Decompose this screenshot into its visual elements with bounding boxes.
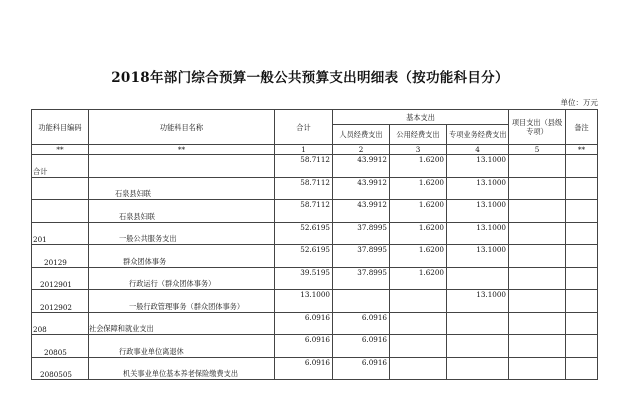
table-row	[32, 290, 598, 313]
name-cell: 社会保障和就业支出	[89, 312, 275, 335]
index-cell: 5	[509, 145, 566, 155]
special-cell: 13.1000	[447, 200, 509, 223]
project-cell	[509, 222, 566, 245]
project-cell	[509, 245, 566, 268]
special-cell: 13.1000	[447, 222, 509, 245]
table-row	[32, 335, 598, 358]
total-cell: 58.7112	[275, 155, 333, 178]
note-cell	[566, 290, 598, 313]
project-cell	[509, 312, 566, 335]
name-cell: 石泉县妇联	[89, 200, 275, 223]
header-project: 项目支出（县级专项）	[509, 110, 566, 145]
total-cell: 58.7112	[275, 200, 333, 223]
index-cell: **	[32, 145, 89, 155]
note-cell	[566, 357, 598, 380]
public-cell	[390, 290, 447, 313]
public-cell	[390, 312, 447, 335]
public-cell: 1.6200	[390, 222, 447, 245]
total-cell: 39.5195	[275, 267, 333, 290]
index-cell: 2	[333, 145, 390, 155]
total-cell: 6.0916	[275, 357, 333, 380]
total-cell: 13.1000	[275, 290, 333, 313]
project-cell	[509, 267, 566, 290]
name-cell: 群众团体事务	[89, 245, 275, 268]
name-cell: 石泉县妇联	[89, 177, 275, 200]
personnel-cell: 43.9912	[333, 155, 390, 178]
note-cell	[566, 335, 598, 358]
project-cell	[509, 357, 566, 380]
personnel-cell: 37.8995	[333, 267, 390, 290]
header-note: 备注	[566, 110, 598, 145]
code-cell: 20129	[32, 245, 89, 268]
page-title: 2018年部门综合预算一般公共预算支出明细表（按功能科目分）	[111, 70, 509, 86]
index-cell: 3	[390, 145, 447, 155]
code-cell	[32, 177, 89, 200]
table-row	[32, 245, 598, 268]
public-cell: 1.6200	[390, 155, 447, 178]
header-name: 功能科目名称	[89, 110, 275, 145]
index-cell: **	[89, 145, 275, 155]
index-cell: 1	[275, 145, 333, 155]
project-cell	[509, 155, 566, 178]
public-cell	[390, 335, 447, 358]
total-cell: 6.0916	[275, 312, 333, 335]
project-cell	[509, 177, 566, 200]
index-cell: 4	[447, 145, 509, 155]
code-cell: 208	[32, 312, 89, 335]
name-cell: 一般公共服务支出	[89, 222, 275, 245]
special-cell: 13.1000	[447, 245, 509, 268]
code-cell: 2012902	[32, 290, 89, 313]
special-cell	[447, 312, 509, 335]
total-cell: 58.7112	[275, 177, 333, 200]
code-cell: 2080505	[32, 357, 89, 380]
note-cell	[566, 155, 598, 178]
header-code: 功能科目编码	[32, 110, 89, 145]
public-cell	[390, 357, 447, 380]
name-cell: 行政运行（群众团体事务）	[89, 267, 275, 290]
public-cell: 1.6200	[390, 177, 447, 200]
table-row	[32, 177, 598, 200]
project-cell	[509, 335, 566, 358]
table-row	[32, 200, 598, 223]
note-cell	[566, 267, 598, 290]
table-body	[32, 145, 598, 380]
code-cell: 201	[32, 222, 89, 245]
special-cell: 13.1000	[447, 290, 509, 313]
public-cell: 1.6200	[390, 245, 447, 268]
header-total: 合计	[275, 110, 333, 145]
index-row	[32, 145, 598, 155]
header-personnel: 人员经费支出	[333, 125, 390, 145]
public-cell: 1.6200	[390, 200, 447, 223]
note-cell	[566, 245, 598, 268]
total-cell: 6.0916	[275, 335, 333, 358]
header-public: 公用经费支出	[390, 125, 447, 145]
personnel-cell: 37.8995	[333, 245, 390, 268]
note-cell	[566, 177, 598, 200]
public-cell: 1.6200	[390, 267, 447, 290]
header-special: 专项业务经费支出	[447, 125, 509, 145]
personnel-cell: 6.0916	[333, 357, 390, 380]
personnel-cell: 6.0916	[333, 335, 390, 358]
unit-label: 单位：万元	[560, 98, 598, 107]
personnel-cell: 43.9912	[333, 177, 390, 200]
special-cell	[447, 335, 509, 358]
total-cell: 52.6195	[275, 222, 333, 245]
note-cell	[566, 312, 598, 335]
code-cell: 20805	[32, 335, 89, 358]
personnel-cell: 37.8995	[333, 222, 390, 245]
table-row	[32, 267, 598, 290]
special-cell: 13.1000	[447, 155, 509, 178]
name-cell: 机关事业单位基本养老保险缴费支出	[89, 357, 275, 380]
table-row	[32, 312, 598, 335]
project-cell	[509, 200, 566, 223]
code-cell	[32, 200, 89, 223]
table-row	[32, 222, 598, 245]
total-cell: 52.6195	[275, 245, 333, 268]
code-cell: 合计	[32, 155, 89, 178]
name-cell: 行政事业单位离退休	[89, 335, 275, 358]
table-row	[32, 155, 598, 178]
special-cell	[447, 357, 509, 380]
note-cell	[566, 200, 598, 223]
special-cell: 13.1000	[447, 177, 509, 200]
note-cell	[566, 222, 598, 245]
personnel-cell: 6.0916	[333, 312, 390, 335]
name-cell: 一般行政管理事务（群众团体事务）	[89, 290, 275, 313]
budget-table	[31, 109, 598, 380]
special-cell	[447, 267, 509, 290]
project-cell	[509, 290, 566, 313]
personnel-cell: 43.9912	[333, 200, 390, 223]
name-cell	[89, 155, 275, 178]
header-basic: 基本支出	[333, 110, 509, 125]
code-cell: 2012901	[32, 267, 89, 290]
index-cell: **	[566, 145, 598, 155]
personnel-cell	[333, 290, 390, 313]
table-row	[32, 357, 598, 380]
